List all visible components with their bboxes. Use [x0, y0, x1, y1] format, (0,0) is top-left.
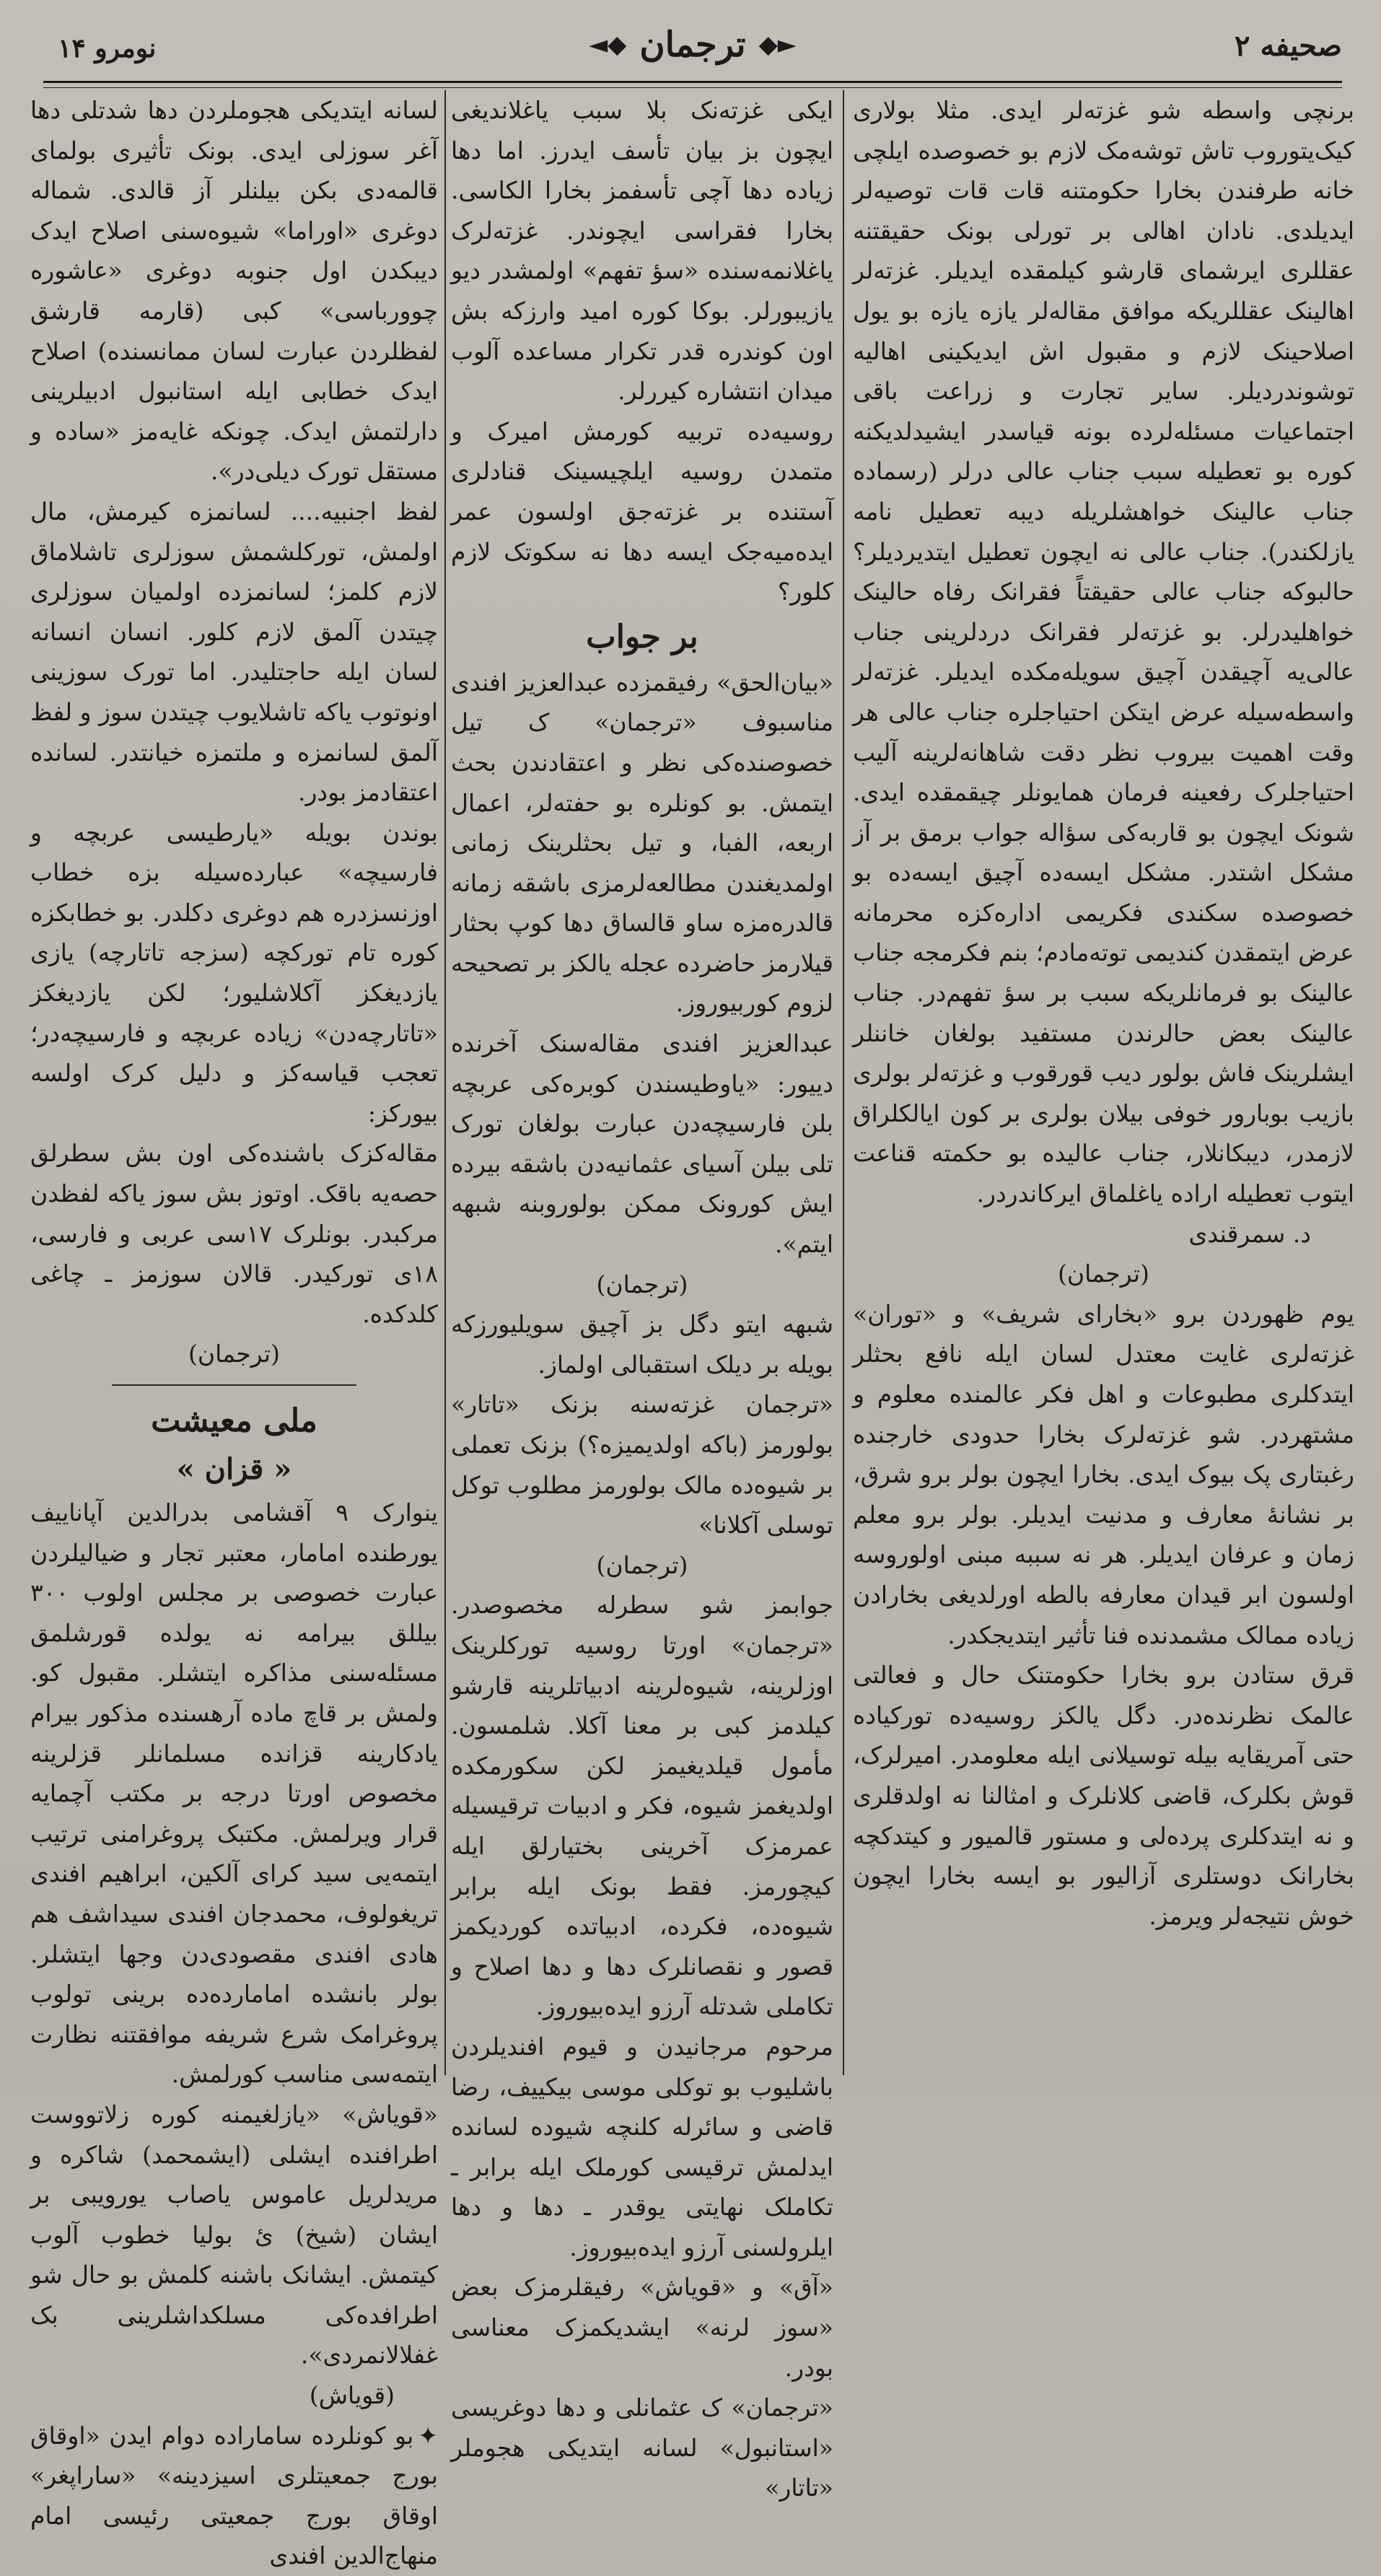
article-paragraph: جوابمز شو سطرله مخصوصدر. «ترجمان» اورتا روسیه تورکلرینک اوزلرینه، شیوه‌لرینه ادبیاتلرینه قارشو کیلدمز کبی بر معنا آکلا. شلمسون. مأمول قیلدیغیمز لکن سکورمکده اولدیغمز شیوه، فکر و ادبیات ترقیسیله عمرمزک آخرینی بختیارلق ایله کیچورمز. فقط بونک ایله برابر شیوه‌ده، فکرده، ادبیاتده کوردیکمز قصور و نقصانلرک دها و دها اصلاح و تکاملی شدتله آرزو ایده‌بیوروز. [451, 1591, 833, 2021]
author-signature: د. سمرقندی [1188, 1219, 1311, 1248]
article-paragraph: «آق» و «قویاش» رفیقلرمزک بعض «سوز لرنه» ایشدیکمزک معناسی بودر. [451, 2273, 833, 2382]
column-middle [451, 90, 833, 2502]
article-paragraph: برنچی واسطه شو غزته‌لر ایدی. مثلا بولاری کیک‌یتوروب تاش توشه‌مک لازم بو خصوصده ایلچی خانه طرفندن بخارا حکومتنه قات قات توصیه‌لر ایدیلدی. نادان اهالی بر تورلی بونک حقیقتنه عقللری ایرشمای قارشو کیلمقده ایدیلر. غزته‌لر اهالینک عقللریکه موافق مقاله‌لر یازه یازه بو یول اصلاحینک لازم و مقبول اش ایدیکینی اهالیه توشوندردیلر. سایر تجارت و زراعت باقی اجتماعیات مسئله‌لرده بونه قیاسدر ایشیدلدیکنه کوره بو تعطیله سبب جناب عالی درلر (رسماده جناب عالینک خواهشلریله دیبه تعطیل نامه یازلکندر). جناب عالی نه ایچون تعطیل ایتدیردیلر؟ حالبوکه جناب عالی حقیقتاً فقرانک رفاه حالینک خواهلیدرلر. بو غزته‌لر فقرانک دردلرینی جناب عالی‌یه آچیقدن آچیق سویله‌مکده ایدیلر. غزته‌لر واسطه‌سیله عرض ایتکن احتیاجلره جناب عالی هر وقت اهمیت بیروب نظر دقت شاهانه‌لرینه آلیب احتیاجلرک رفعینه فرمان همایونلر چیقمقده ایدی. شونک ایچون بو قاربه‌کی سؤاله جواب برمق بر آز مشکل اشتدر. مشکل ایسه‌ده آچیق ایسه‌ده بو خصوصده سکندی فکریمی اداره‌کزه محرمانه عرض ایتمقدن کندیمی توته‌مادم؛ بنم فکرمجه جناب عالینک بو فرمانلریکه سبب بر سؤ تفهم‌در. جناب عالینک بعض حالرندن مستفید بولغان خاننلر ایشلرینک فاش بولور دیب قورقوب و غزته‌لر بولری بازیب بوبارور خوفی بیلان بولری بر کون ایالکلراق لازمدر، دیبکانلار، جناب عالیده بو حکمته قناعت ایتوب تعطیله اراده یاغلماق ایرکاندردر. [853, 96, 1354, 1208]
section-subheading: « قزان » [176, 1452, 292, 1486]
article-paragraph: بوندن بویله «یارطیسی عربچه و فارسیچه» عبارده‌سیله بزه خطاب اوزنسزدره هم دوغری دکلدر. بو خطابکزه کوره تام تورکچه (سزجه تاتارچه) یازی یازدیغکز آکلاشلیور؛ لکن یازدیغکز «تاتارچه‌دن» زیاده عربچه و فارسیچه‌در؛ تعجب قیاسه‌کز و دلیل کرک اولسه بیورکز: [30, 818, 438, 1127]
article-text: بو کونلرده ساماراده دوام ایدن «اوقاق بورج جمعیتلری اسیزدینه» «ساراپغر» اوقاق بورج جمعیتی رئیسی امام منهاج‌الدین افندی [30, 2421, 438, 2570]
issue-number: نومرو ۱۴ [58, 33, 157, 64]
masthead-title: ترجمان [639, 25, 746, 65]
ornament-left-icon: ◄◆ [589, 30, 627, 59]
column-divider [444, 90, 446, 2075]
ornament-right-icon: ◆► [758, 30, 797, 59]
section-divider [112, 1384, 356, 1386]
article-paragraph: یوم ظهوردن برو «بخارای شریف» و «توران» غزته‌لری غایت معتدل لسان ایله نافع بحثلر ایتدکلری مطبوعات و اهل فکر عالمنده معلوم و مشتهردر. شو غزته‌لرک بخارا حدودی خارجنده رغبتاری پک بیوک ایدی. بخارا ایچون بولر برو شرق، بر نشانهٔ معارف و مدنیت ایدیلر. بولر برو معلم زمان و عرفان ایدیلر. هر نه سببه مبنی اولوروسه اولسون ابر قیدان معارفه بالطه اورلدیغی بخارادن زیاده ممالک مشمدنده فنا تأثیر ایتدیجکدر. [853, 1299, 1354, 1649]
article-paragraph: شبهه ایتو دگل بز آچیق سویلیورزکه بویله بر دیلک استقبالی اولماز. [451, 1310, 833, 1379]
article-paragraph: ایکی غزته‌نک بلا سبب یاغلاندیغی ایچون بز بیان تأسف ایدرز. اما دها زیاده دها آچی تأسفمز بخارا الکاسی. بخارا فقراسی ایچوندر. غزته‌لرک یاغلانمه‌سنده «سؤ تفهم» اولمشدر دیو یازیبورلر. بوکا کوره امید وارزکه بش اون کوندره قدر تکرار مساعده آلوب میدان انتشاره کیررلر. [451, 96, 833, 406]
column-divider [843, 90, 844, 2075]
article-paragraph: «بیان‌الحق» رفیقمزده عبدالعزیز افندی مناسبوف «ترجمان» ک تیل خصوصنده‌کی نظر و اعتقادندن بحث ایتمش. بو کونلره بو حفته‌لر، اعمال اربعه، الفبا، و تیل بحثلرینک زمانی اولمدیغندن مطالعه‌لرمزی باشقه زمانه قالدره‌مزه ساو قالساق دها کوپ بحثار قیلارمز حاضرده عجله یالکز بر تصحیحه لزوم کوربیوروز. [451, 668, 833, 1018]
article-paragraph: «ترجمان غزته‌سنه بزنک «تاتار» بولورمز (باکه اولدیمیزه؟) بزنک تعملی بر شیوه‌ده مالک بولورمز مطلوب توکل توسلی آکلانا» [451, 1390, 833, 1540]
article-paragraph: «قویاش» «یازلغیمنه کوره زلاتووست اطرافنده ایشلی (ایشمحمد) شاکره و مریدلریل عاموس یاصاب یورویبی بر ایشان (شیخ) ئ بولیا خطوب آلوب کیتمش. ایشانک باشنه کلمش بو حال شو اطرافده‌کی مسلکداشلرینی بک غفلالانمردی». [30, 2100, 438, 2370]
article-paragraph: لفظ اجنبیه.... لسانمزه کیرمش، مال اولمش، تورکلشمش سوزلری تاشلاماق لازم کلمز؛ لسانمزده اولمیان سوزلری چیتدن آلمق لازم کلور. انسان انسانه لسان ایله حاجتلیدر. اما تورک سوزینی اونوتوب یاکه تاشلایوب چیتدن سوز و لفظ آلمق لسانمزه و ملتمزه خیانتدر. لسانده اعتقادمز بودر. [30, 497, 438, 807]
org-signature: (ترجمان) [596, 1550, 688, 1579]
section-heading: ملی معیشت [151, 1402, 317, 1439]
article-paragraph: عبدالعزیز افندی مقاله‌سنک آخرنده دییور: «یاوطیسندن کوبره‌کی عربچه بلن فارسیچه‌دن عبارت بولغان تورک تلی بیلن آسیای عثمانیه‌دن باشقه بیرده ایش کورونک ممکن بولوروبنه شبهه ایتم». [451, 1029, 833, 1259]
article-paragraph: مرحوم مرجانیدن و قیوم افندیلردن باشلیوب بو توکلی موسی بیکییف، رضا قاضی و سائرله کلنچه شیوده لسانده ایدلمش ترقیسی کورملک ایله برابر ـ تکاملک نهایتی یوقدر ـ دها و دها ایلرولسنی آرزو ایده‌بیوروز. [451, 2032, 833, 2261]
article-paragraph [30, 2416, 438, 2576]
source-signature: (قویاش) [309, 2381, 395, 2410]
article-paragraph: لسانه ایتدیکی هجوملردن دها شدتلی دها آغر سوزلی ایدی. بونک تأثیری بولمای قالمه‌دی بکن بیلنلر آز قالدی. شماله دوغری «اوراما» شیوه‌سنی اصلاح ایدک دیبکدن اول جنوبه دوغری «عاشوره چوورباسی» کبی (قارمه قارشق لفظلردن عبارت لسان ممانسنده) اصلاح ایدک خطابی ایله استانبول ادبیلرینی دارلتمش ایدک. چونکه غایه‌مز «ساده و مستقل تورک دیلی‌در». [30, 96, 438, 486]
article-paragraph: «ترجمان» ک عثمانلی و دها دوغریسی «استانبول» لسانه ایتدیکی هجوملر «تاتار» [451, 2393, 833, 2502]
org-signature: (ترجمان) [1058, 1259, 1149, 1288]
header-rule [43, 81, 1342, 88]
column-right [853, 90, 1354, 2075]
masthead-title-group [589, 25, 797, 65]
diamond-bullet-icon: ✦ [418, 2421, 438, 2450]
article-paragraph: قرق ستادن برو بخارا حکومتنک حال و فعالتی عالمک نظرنده‌در. دگل یالکز روسیه‌ده تورکیاده حتی آمریقایه بیله توسیلانی ایله معلومدر. امیرلرک، قوش بکلرک، قاضی کلانلرک و امثالنا نه اولدقلری و نه ایتدکلری پرده‌لی و مستور قالمیور و کیتدکچه بخارانک دوستلری آزالیور بو ایسه بخارا ایچون خوش نتیجه‌لر ویرمز. [853, 1661, 1354, 1930]
masthead [43, 14, 1342, 79]
article-paragraph: ینوارک ۹ آقشامی بدرالدین آپاناییف یورطنده امامار، معتبر تجار و ضیالیلردن عبارت خصوصی بر مجلس اولوب ۳۰۰ بیللق بیرامه نه یولده قورشلمق مسئله‌سنی مذاکره ایتشلر. مقبول کو. ولمش بر قاچ ماده آرهسنده مذکور بیرام یادکارینه قزانده مسلمانلر قزلرینه مخصوص اورتا درجه بر مکتب آچمایه قرار ویرلمش. مکتبک پروغرامنی ترتیب ایتمه‌یی سید کرای آلکین، ابراهیم افندی تریغولوف، محمدجان افندی سیداشف هم هادی افندی مقصودی‌دن وجها ایتشلر. بولر بانشده امامارده‌ده برینی تولوب پروغرامک شرع شریفه موافقتنه نظارت ایتمه‌سی مناسب کورلمش. [30, 1498, 438, 2089]
article-paragraph: مقاله‌کزک باشنده‌کی اون بش سطرلق حصه‌یه باقک. اوتوز بش سوز یاکه لفظدن مرکبدر. بونلرک ۱۷سی عربی و فارسی، ۱۸ی تورکیدر. قالان سوزمز ـ چاغی کلدکده. [30, 1139, 438, 1328]
org-signature: (ترجمان) [188, 1340, 280, 1368]
article-paragraph: روسیه‌ده تربیه کورمش امیرک و متمدن روسیه ایلچیسینک قنادلری آستنده بر غزته‌جق اولسون عمر ایده‌میه‌جک ایسه دها نه سکوتک لازم کلور؟ [451, 416, 833, 606]
page-number: صحیفه ۲ [1235, 29, 1342, 63]
reply-heading: بر جواب [586, 618, 698, 655]
column-left [30, 90, 438, 2570]
org-signature: (ترجمان) [596, 1270, 688, 1298]
